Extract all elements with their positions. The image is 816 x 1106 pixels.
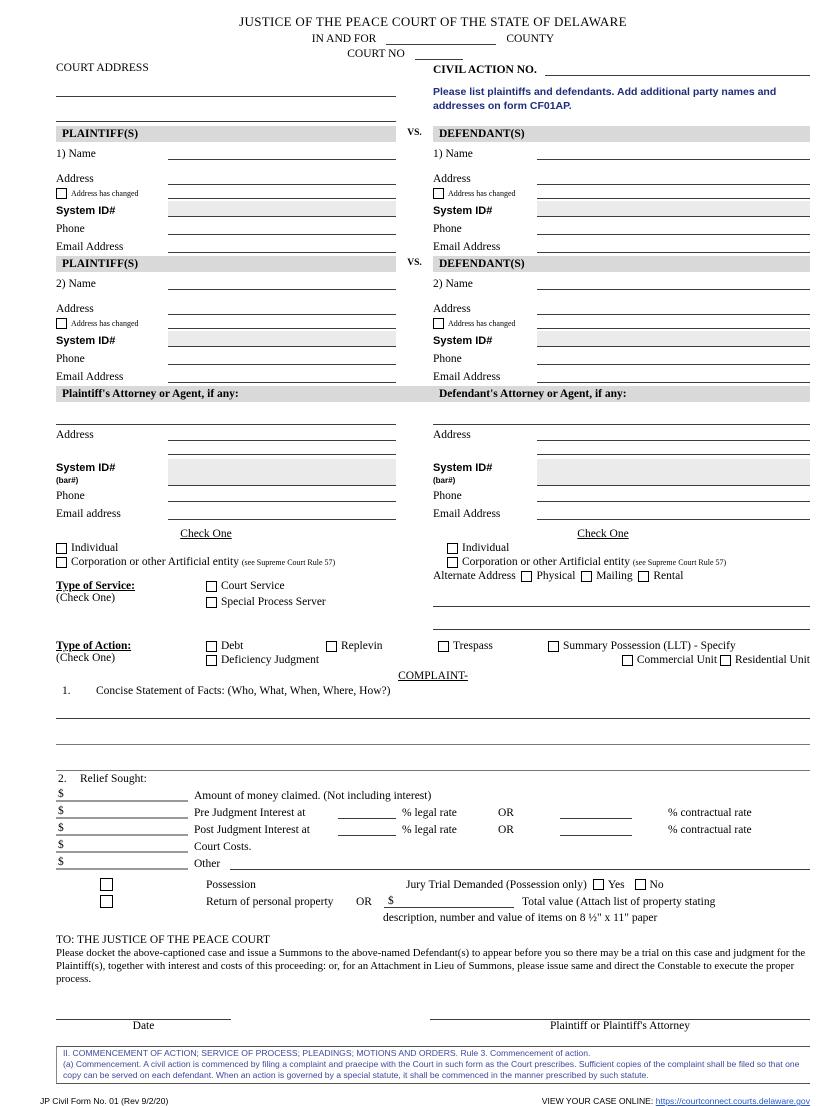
defendant1-systemid-field[interactable] [537, 201, 810, 217]
commencement-notice [56, 1046, 810, 1085]
plaintiff-individual-label: Individual [71, 542, 119, 554]
plaintiff2-address-changed-label: Address has changed [71, 319, 139, 328]
civil-action-label: CIVIL ACTION NO. [433, 64, 537, 76]
plaintiff-attorney-phone-label: Phone [56, 490, 85, 502]
closing-body: Please docket the above-captioned case and issue a Summons to the above-named Defendant(s) to appear before you so there may be a trial on this case and judgment for the Plaintiff(s), together with interest and costs of this proceeding: or, for an Attachment in Lieu of Summons, please issue same and direct the Constable to execute the proper process. [56, 947, 806, 986]
alternate-address-label: Alternate Address [433, 570, 516, 582]
defendant2-systemid-field[interactable] [537, 331, 810, 347]
date-label: Date [132, 1019, 155, 1032]
defendant1-name-field[interactable] [537, 146, 810, 160]
plaintiff-attorney-address-field[interactable] [168, 427, 396, 441]
defendant2-address-changed-checkbox[interactable] [433, 318, 444, 329]
plaintiff2-systemid-label: System ID# [56, 335, 116, 347]
plaintiff1-name-field[interactable] [168, 146, 396, 160]
court-service-checkbox[interactable] [206, 581, 217, 592]
type-of-action-sub: (Check One) [56, 652, 116, 664]
rental-checkbox[interactable] [638, 571, 649, 582]
debt-label: Debt [221, 640, 244, 652]
case-online-link[interactable]: https://courtconnect.courts.delaware.gov [655, 1096, 810, 1106]
defendant2-phone-label: Phone [433, 353, 462, 365]
defendant-attorney-name-field[interactable] [433, 412, 810, 425]
defendant2-name-field[interactable] [537, 276, 810, 290]
prejudgment-legal-rate-label: % legal rate [402, 807, 457, 819]
plaintiff2-email-field[interactable] [168, 369, 396, 383]
plaintiff-corporation-checkbox[interactable] [56, 557, 67, 568]
in-and-for-label: IN AND FOR [311, 33, 377, 45]
defendant-attorney-address-label: Address [433, 429, 471, 441]
prejudgment-contract-rate-label: % contractual rate [668, 807, 752, 819]
type-of-service-heading: Type of Service: [56, 580, 135, 592]
court-no-label: COURT NO [347, 48, 405, 60]
plaintiff-individual-checkbox[interactable] [56, 543, 67, 554]
trespass-checkbox[interactable] [438, 641, 449, 652]
plaintiff2-phone-field[interactable] [168, 351, 396, 365]
defendant1-systemid-label: System ID# [433, 205, 493, 217]
relief-number: 2. [58, 773, 67, 785]
relief-label: Relief Sought: [80, 773, 147, 785]
complaint-heading: COMPLAINT- [398, 670, 468, 682]
plaintiff2-phone-label: Phone [56, 353, 85, 365]
defendant2-email-label: Email Address [433, 371, 501, 383]
plaintiff1-address2-field[interactable] [168, 185, 396, 199]
postjudgment-amount-field[interactable]: $ [56, 822, 188, 836]
other-amount-field[interactable]: $ [56, 856, 188, 870]
plaintiff2-address-changed-checkbox[interactable] [56, 318, 67, 329]
plaintiff-attorney-systemid-label: System ID# [56, 462, 116, 474]
defendant1-address-label: Address [433, 173, 471, 185]
possession-label: Possession [206, 878, 256, 891]
plaintiff1-systemid-label: System ID# [56, 205, 116, 217]
deficiency-checkbox[interactable] [206, 655, 217, 666]
jury-yes-checkbox[interactable] [593, 879, 604, 890]
plaintiff-attorney-systemid-field[interactable] [168, 459, 396, 486]
physical-checkbox[interactable] [521, 571, 532, 582]
defendant-attorney-address2-field[interactable] [537, 441, 810, 455]
plaintiff2-systemid-field[interactable] [168, 331, 396, 347]
date-field[interactable] [56, 1007, 231, 1020]
plaintiff-attorney-phone-field[interactable] [168, 488, 396, 502]
defendant-corporation-checkbox[interactable] [447, 557, 458, 568]
plaintiff2-address-label: Address [56, 303, 94, 315]
alternate-address-field-1[interactable] [433, 594, 810, 607]
postjudgment-or-label: OR [498, 824, 514, 836]
facts-label: Concise Statement of Facts: (Who, What, When, Where, How?) [96, 685, 391, 697]
plaintiff-corporation-note: (see Supreme Court Rule 57) [241, 557, 336, 567]
replevin-label: Replevin [341, 640, 383, 652]
amount-field[interactable]: $ [56, 788, 188, 802]
plaintiffs-header-2: PLAINTIFF(S) [56, 256, 396, 272]
plaintiff1-address-changed-checkbox[interactable] [56, 188, 67, 199]
plaintiff2-email-label: Email Address [56, 371, 124, 383]
physical-label: Physical [536, 570, 576, 582]
plaintiff-corporation-label: Corporation or other Artificial entity [71, 556, 239, 568]
defendant-attorney-email-label: Email Address [433, 508, 501, 520]
plaintiff-attorney-address-label: Address [56, 429, 94, 441]
defendant-attorney-email-field[interactable] [537, 506, 810, 520]
facts-field-2[interactable] [56, 732, 810, 745]
total-value-label: Total value (Attach list of property stating [522, 896, 716, 908]
type-of-service-sub: (Check One) [56, 592, 116, 604]
defendant-corporation-label: Corporation or other Artificial entity [462, 556, 630, 568]
defendant1-block [433, 142, 810, 253]
debt-checkbox[interactable] [206, 641, 217, 652]
party-notice: Please list plaintiffs and defendants. Add additional party names and addresses on form CF01AP. [433, 86, 777, 112]
mailing-label: Mailing [596, 570, 633, 582]
plaintiff-checkone-block [56, 528, 396, 630]
plaintiff-attorney-block [56, 402, 396, 520]
plaintiff-attorney-bar-label: (bar#) [56, 476, 79, 485]
county-label: COUNTY [506, 33, 555, 45]
plaintiff2-block [56, 272, 396, 383]
defendant-corporation-note: (see Supreme Court Rule 57) [632, 557, 727, 567]
commencement-line1: II. COMMENCEMENT OF ACTION; SERVICE OF PROCESS; PLEADINGS; MOTIONS AND ORDERS. Rule 3. Commencement of action. [63, 1047, 591, 1058]
county-field[interactable] [386, 44, 496, 45]
defendant-attorney-phone-label: Phone [433, 490, 462, 502]
defendant-checkone-block [433, 528, 810, 630]
commercial-unit-checkbox[interactable] [622, 655, 633, 666]
defendant2-email-field[interactable] [537, 369, 810, 383]
court-address-field-2[interactable] [56, 109, 396, 122]
plaintiff2-address2-field[interactable] [168, 315, 396, 329]
jury-no-label: No [649, 878, 664, 891]
type-of-action-heading: Type of Action: [56, 640, 132, 652]
defendant1-phone-field[interactable] [537, 221, 810, 235]
postjudgment-contract-rate-label: % contractual rate [668, 824, 752, 836]
residential-unit-checkbox[interactable] [720, 655, 731, 666]
jury-yes-label: Yes [607, 878, 625, 891]
prejudgment-legal-rate-field[interactable] [338, 818, 396, 819]
defendant1-address2-field[interactable] [537, 185, 810, 199]
plaintiff1-phone-field[interactable] [168, 221, 396, 235]
commercial-unit-label: Commercial Unit [636, 654, 718, 666]
plaintiff-attorney-name-field[interactable] [56, 412, 396, 425]
defendant-attorney-phone-field[interactable] [537, 488, 810, 502]
replevin-checkbox[interactable] [326, 641, 337, 652]
total-value-field[interactable]: $ [384, 895, 514, 908]
prejudgment-contract-rate-field[interactable] [560, 818, 632, 819]
deficiency-label: Deficiency Judgment [221, 654, 320, 666]
plaintiff1-block [56, 142, 396, 253]
plaintiff2-name-label: 2) Name [56, 278, 96, 290]
mailing-checkbox[interactable] [581, 571, 592, 582]
defendant-attorney-systemid-label: System ID# [433, 462, 493, 474]
defendant1-address-field[interactable] [537, 171, 810, 185]
return-or-label: OR [356, 896, 372, 908]
rental-label: Rental [653, 570, 684, 582]
return-property-checkbox[interactable] [100, 895, 113, 908]
defendants-header-2: DEFENDANT(S) [433, 256, 810, 272]
defendant2-block [433, 272, 810, 383]
defendant1-phone-label: Phone [433, 223, 462, 235]
postjudgment-legal-rate-field[interactable] [338, 835, 396, 836]
alternate-address-field-2[interactable] [433, 617, 810, 630]
plaintiff-attorney-address2-field[interactable] [168, 441, 396, 455]
plaintiff1-address-changed-label: Address has changed [71, 189, 139, 198]
plaintiff1-email-field[interactable] [168, 239, 396, 253]
other-label: Other [194, 858, 221, 870]
defendant-attorney-header: Defendant's Attorney or Agent, if any: [433, 386, 810, 402]
defendant1-address-changed-checkbox[interactable] [433, 188, 444, 199]
prejudgment-or-label: OR [498, 807, 514, 819]
property-description-label: description, number and value of items on 8 ½" x 11" paper [383, 912, 658, 924]
other-field[interactable] [230, 856, 810, 870]
postjudgment-contract-rate-field[interactable] [560, 835, 632, 836]
special-process-checkbox[interactable] [206, 597, 217, 608]
facts-number: 1. [62, 685, 71, 697]
postjudgment-label: Post Judgment Interest at [194, 824, 310, 836]
court-costs-label: Court Costs. [194, 841, 252, 853]
residential-unit-label: Residential Unit [734, 654, 810, 666]
prejudgment-label: Pre Judgment Interest at [194, 807, 306, 819]
defendant2-systemid-label: System ID# [433, 335, 493, 347]
plaintiff1-email-label: Email Address [56, 241, 124, 253]
defendant1-address-changed-label: Address has changed [448, 189, 516, 198]
facts-field-1[interactable] [56, 706, 810, 719]
to-court-label: TO: THE JUSTICE OF THE PEACE COURT [56, 934, 270, 946]
court-address-label: COURT ADDRESS [56, 62, 149, 74]
defendant-attorney-bar-label: (bar#) [433, 476, 456, 485]
defendant2-name-label: 2) Name [433, 278, 473, 290]
defendant1-email-field[interactable] [537, 239, 810, 253]
court-address-field-1[interactable] [56, 84, 396, 97]
special-process-label: Special Process Server [221, 596, 326, 608]
defendant2-address-field[interactable] [537, 301, 810, 315]
amount-label: Amount of money claimed. (Not including interest) [194, 790, 432, 802]
summary-possession-checkbox[interactable] [548, 641, 559, 652]
plaintiff2-address-field[interactable] [168, 301, 396, 315]
facts-field-3[interactable] [56, 758, 810, 771]
plaintiff1-name-label: 1) Name [56, 148, 96, 160]
plaintiff1-address-label: Address [56, 173, 94, 185]
postjudgment-legal-rate-label: % legal rate [402, 824, 457, 836]
signature-field[interactable] [430, 1007, 810, 1020]
defendant2-address-label: Address [433, 303, 471, 315]
defendant-checkone-heading: Check One [577, 528, 629, 540]
plaintiff2-name-field[interactable] [168, 276, 396, 290]
court-costs-field[interactable]: $ [56, 839, 188, 853]
jury-trial-label: Jury Trial Demanded (Possession only) [406, 878, 587, 891]
defendant-attorney-block [433, 402, 810, 520]
page-title: JUSTICE OF THE PEACE COURT OF THE STATE OF DELAWARE [239, 14, 627, 29]
defendant-individual-label: Individual [462, 542, 510, 554]
plaintiff-attorney-email-field[interactable] [168, 506, 396, 520]
plaintiff1-address-field[interactable] [168, 171, 396, 185]
defendant-attorney-systemid-field[interactable] [537, 459, 810, 486]
defendant-individual-checkbox[interactable] [447, 543, 458, 554]
commencement-line2: (a) Commencement. A civil action is commenced by filing a complaint and praecipe with the Court in such form as the Court prescribes. Sufficient copies of the complaint shall be filed so that one copy can be served on each defendant. When an action is governed by a special statute, it shall be commenced in the manner prescribed by such statute. [63, 1058, 800, 1080]
defendant1-name-label: 1) Name [433, 148, 473, 160]
plaintiff-attorney-header: Plaintiff's Attorney or Agent, if any: [56, 386, 442, 402]
view-case-online: VIEW YOUR CASE ONLINE: https://courtconnect.courts.delaware.gov [541, 1096, 810, 1106]
plaintiff1-systemid-field[interactable] [168, 201, 396, 217]
defendant2-address-changed-label: Address has changed [448, 319, 516, 328]
defendant2-address2-field[interactable] [537, 315, 810, 329]
court-no-field[interactable] [415, 59, 463, 60]
court-service-label: Court Service [221, 580, 285, 592]
form-number: JP Civil Form No. 01 (Rev 9/2/20) [40, 1096, 169, 1106]
return-property-label: Return of personal property [206, 896, 334, 908]
summary-possession-label: Summary Possession (LLT) - Specify [563, 640, 736, 652]
civil-action-field[interactable] [545, 62, 810, 76]
defendant1-email-label: Email Address [433, 241, 501, 253]
defendant-attorney-address-field[interactable] [537, 427, 810, 441]
plaintiff-attorney-email-label: Email address [56, 508, 121, 520]
jury-no-checkbox[interactable] [635, 879, 646, 890]
plaintiff-checkone-heading: Check One [180, 528, 232, 540]
defendant2-phone-field[interactable] [537, 351, 810, 365]
plaintiff1-phone-label: Phone [56, 223, 85, 235]
signature-label: Plaintiff or Plaintiff's Attorney [550, 1019, 690, 1032]
trespass-label: Trespass [453, 640, 493, 652]
prejudgment-amount-field[interactable]: $ [56, 805, 188, 819]
defendants-header-1: DEFENDANT(S) [433, 126, 810, 142]
vs-label-2: VS. [407, 258, 422, 268]
vs-label-1: VS. [407, 128, 422, 138]
possession-checkbox[interactable] [100, 878, 113, 891]
plaintiffs-header-1: PLAINTIFF(S) [56, 126, 396, 142]
